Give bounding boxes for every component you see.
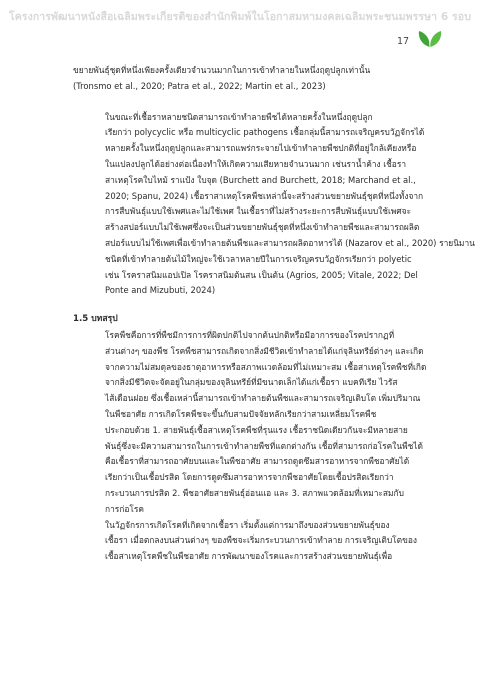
text-line: การก่อโรค: [105, 503, 144, 514]
body-text: [73, 63, 475, 565]
paragraph: [73, 63, 393, 95]
text-line: สร้างสปอร์แบบไม่ใช้เพศซึ่งจะเป็นส่วนขยายพันธุ์ชุดที่หนึ่งเข้าทำลายพืชและสามารถผลิต: [105, 222, 420, 233]
text-line: (Tronsmo et al., 2020; Patra et al., 2022; Martin et al., 2023): [73, 80, 326, 91]
text-line: การสืบพันธุ์แบบใช้เพศและไม่ใช้เพศ ในเชื้อราที่ไม่สร้างระยะการสืบพันธุ์แบบใช้เพศจะ: [105, 206, 412, 217]
text-line: ประกอบด้วย 1. สายพันธุ์เชื้อสาเหตุโรคพืชที่รุนแรง เชื้อราชนิดเดียวกันจะมีหลายสาย: [105, 424, 408, 435]
text-line: กระบวนการปรสิต 2. พืชอาศัยสายพันธุ์อ่อนแอ และ 3. สภาพแวดล้อมที่เหมาะสมกับ: [105, 487, 404, 498]
text-line: จากสิ่งมีชีวิตจะจัดอยู่ในกลุ่มของจุลินทรีย์ที่มีขนาดเล็กได้แก่เชื้อรา แบคทีเรีย ไวรัส: [105, 377, 398, 388]
running-header: โครงการพัฒนาหนังสือเฉลิมพระเกียรติของสำนักพิมพ์ในโอกาสมหามงคลเฉลิมพระชนมพรรษา 6 รอบ: [9, 11, 471, 23]
text-line: ในวัฏจักรการเกิดโรคที่เกิดจากเชื้อรา เริ่มตั้งแต่การมาถึงของส่วนขยายพันธุ์ของ: [105, 519, 390, 530]
text-line: เช่น โรคราสนิมแอปเปิล โรคราสนิมต้นสน เป็นต้น (Agrios, 2005; Vitale, 2022; Del: [105, 269, 418, 280]
text-line: ขยายพันธุ์ชุดที่หนึ่งเพียงครั้งเดียวจำนวนมากในการเข้าทำลายในหนึ่งฤดูปลูกเท่านั้น: [73, 65, 371, 75]
text-line: สปอร์แบบไม่ใช้เพศเพื่อเข้าทำลายต้นพืชและสามารถผลิตอาหารได้ (Nazarov et al., 2020) รายนิมาน: [105, 237, 475, 248]
paragraph: [73, 328, 427, 518]
text-line: เชื้อสาเหตุโรคพืชในพืชอาศัย การพัฒนาของโรคและการสร้างส่วนขยายพันธุ์เพื่อ: [105, 551, 393, 562]
text-line: ส่วนต่างๆ ของพืช โรคพืชสามารถเกิดจากสิ่งมีชีวิตเข้าทำลายได้แก่จุลินทรีย์ต่างๆ และเกิด: [105, 345, 424, 356]
text-line: ในพืชอาศัย การเกิดโรคพืชจะขึ้นกับสามปัจจัยหลักเรียกว่าสามเหลี่ยมโรคพืช: [105, 408, 377, 419]
text-line: 2020; Spanu, 2024) เชื้อราสาเหตุโรคพืชเหล่านี้จะสร้างส่วนขยายพันธุ์ชุดที่หนึ่งทั้งจาก: [105, 190, 424, 201]
text-line: พันธุ์ซึ่งจะมีความสามารถในการเข้าทำลายพืชที่แตกต่างกัน เชื้อที่สามารถก่อโรคในพืชได้: [105, 440, 423, 451]
text-line: เรียกว่าเป็นเชื้อปรสิต โดยการดูดซึมสารอาหารจากพืชอาศัยโดยเชื้อปรสิตเรียกว่า: [105, 472, 394, 483]
page-number: 17: [397, 36, 410, 47]
text-line: โรคพืชคือการที่พืชมีการการที่ผิดปกติไปจากต้นปกติหรือมีอาการของโรคปรากฏที่: [105, 329, 395, 340]
text-line: หลายครั้งในหนึ่งฤดูปลูกและสามารถแพร่กระจายไปเข้าทำลายพืชปกติที่อยู่ใกล้เคียงหรือ: [105, 143, 417, 154]
leaf-logo-icon: [415, 27, 445, 49]
section-heading: 1.5 บทสรุป: [73, 314, 118, 325]
text-line: เชื้อรา เมื่อตกลงบนส่วนต่างๆ ของพืชจะเริ่มกระบวนการเข้าทำลาย การเจริญเติบโตของ: [105, 535, 417, 546]
text-line: ชนิดที่เข้าทำลายต้นไม้ใหญ่จะใช้เวลาหลายปีในการเจริญครบวัฏจักรเรียกว่า polyetic: [105, 253, 412, 264]
text-line: จากความไม่สมดุลของธาตุอาหารหรือสภาพแวดล้อมที่ไม่เหมาะสม เชื้อสาเหตุโรคพืชที่เกิด: [105, 361, 427, 372]
paragraph: [73, 518, 417, 565]
text-line: ในขณะที่เชื้อราหลายชนิดสามารถเข้าทำลายพืชได้หลายครั้งในหนึ่งฤดูปลูก: [105, 111, 373, 122]
text-line: สาเหตุโรคใบไหม้ ราแป้ง ใบจุด (Burchett and Burchett, 2018; Marchand et al.,: [105, 174, 416, 185]
text-line: Ponte and Mizubuti, 2024): [105, 285, 216, 296]
text-line: เรียกว่า polycyclic หรือ multicyclic pathogens เชื้อกลุ่มนี้สามารถเจริญครบวัฏจักรได้: [105, 127, 425, 138]
text-line: คือเชื้อราที่สามารถอาศัยบนและในพืชอาศัย สามารถดูดซึมสารอาหารจากพืชอาศัยได้: [105, 456, 410, 467]
text-line: ในแปลงปลูกได้อย่างต่อเนื่องทำให้เกิดความเสียหายจำนวนมาก เช่นรานํ้าค้าง เชื้อรา: [105, 158, 407, 169]
paragraph: [73, 110, 475, 300]
text-line: ไส้เดือนฝอย ซึ่งเชื้อเหล่านี้สามารถเข้าทำลายต้นพืชและสามารถเจริญเติบโต เพิ่มปริมาณ: [105, 393, 421, 404]
